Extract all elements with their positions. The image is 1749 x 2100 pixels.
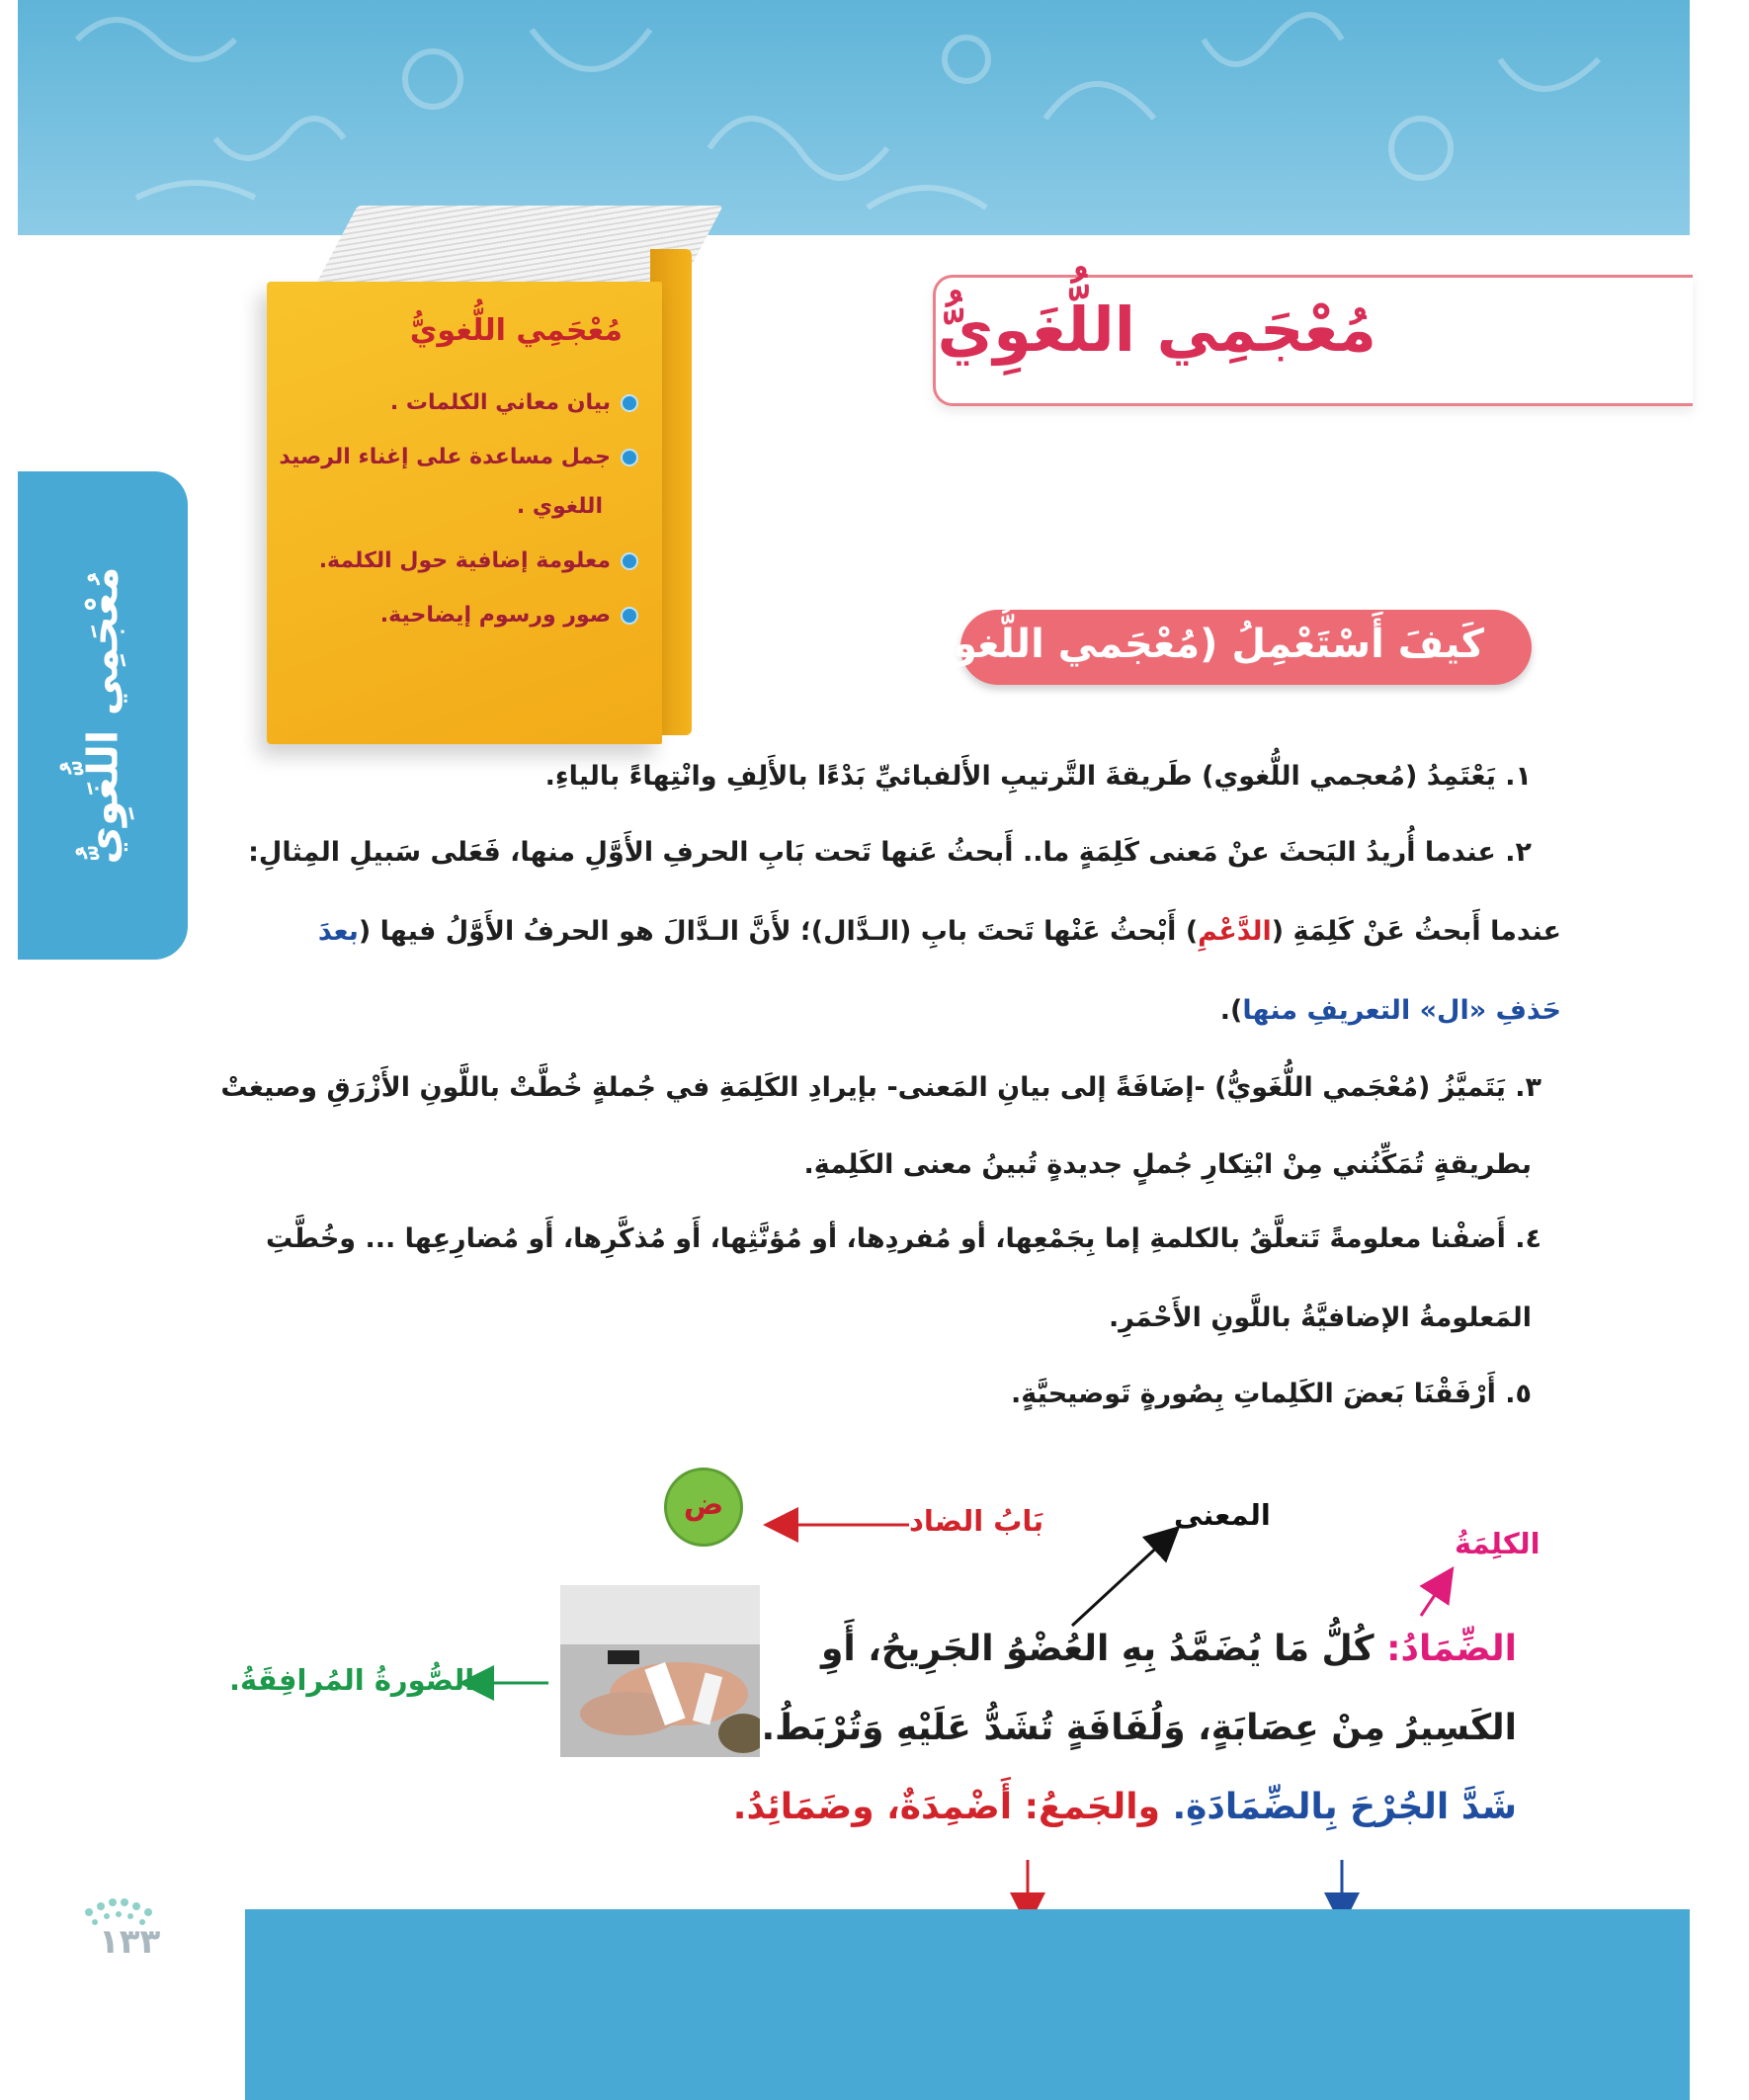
instruction-1: ١. يَعْتَمِدُ (مُعجمي اللُّغوي) طَريقةَ التَّرتيبِ الأَلفبائيِّ بَدْءًا بالأَلِفِ وانْتِهاءً بالياءِ. (544, 761, 1532, 792)
instruction-3: ٣. يَتَميَّزُ (مُعْجَمي اللُّغَويُّ) -إضَافَةً إلى بيانِ المَعنى- بإيرادِ الكَلِمَةِ في جُملةٍ خُطَّتْ باللَّونِ الأَزْرَقِ وصيغتْ (220, 1072, 1541, 1103)
meaning-label: المعنى (1174, 1498, 1271, 1532)
word-label: الكلِمَةُ (1455, 1527, 1541, 1560)
book-item: جمل مساعدة على إغناء الرصيد (279, 445, 638, 469)
bandage-photo-drawing (560, 1585, 760, 1757)
instruction-3-cont: بطريقةٍ تُمَكِّنُني مِنْ ابْتِكارِ جُملٍ جديدةٍ تُبينُ معنى الكَلِمةِ. (803, 1149, 1532, 1180)
dictionary-entry-line-1: الضِّمَادُ: كُلُّ مَا يُضَمَّدُ بِهِ العُضْوُ الجَرِيحُ، أَوِ (820, 1629, 1517, 1669)
book-title: مُعْجَمِي اللُّغويُّ (409, 313, 623, 348)
bottom-band (18, 1909, 1690, 2100)
page-title: مُعْجَمِي اللُّغَوِيُّ (937, 294, 1376, 366)
book-item: بيان معاني الكلمات . (390, 390, 638, 415)
letter-circle: ض (664, 1468, 743, 1547)
dictionary-entry-example: شَدَّ الجُرْحَ بِالضِّمَادَةِ. والجَمعُ: أَضْمِدَةٌ، وضَمَائِدُ. (732, 1787, 1517, 1827)
instruction-2: ٢. عندما أُريدُ البَحثَ عنْ مَعنى كَلِمَةٍ ما.. أَبحثُ عَنها تَحت بَابِ الحرفِ الأَوَّلِ منها، فَعَلى سَبيلِ المِثالِ: (248, 837, 1532, 868)
instruction-5: ٥. أَرْفَقْنَا بَعضَ الكَلِماتِ بِصُورةٍ تَوضيحيَّةٍ. (1011, 1379, 1532, 1409)
section-heading: كَيفَ أَسْتَعْمِلُ (مُعْجَمي اللُّغويَّ)؟ (874, 622, 1484, 667)
photo-label: الصُّورةُ المُرافِقَةُ. (229, 1663, 475, 1697)
side-tab-label: مُعْجَمِي اللُّغَوِيُّ (78, 566, 127, 865)
bab-label: بَابُ الضاد (909, 1504, 1044, 1538)
book-item: معلومة إضافية حول الكلمة. (319, 548, 638, 573)
book-item: اللغوي . (516, 494, 603, 519)
instruction-2-example: عندما أَبحثُ عَنْ كَلِمَةِ (الدَّعْمِ) أَبْحثُ عَنْها تَحتَ بابِ (الـدَّال)؛ لأَنَّ الـدَّالَ هو الحرفُ الأَوَّلُ فيها (بعدَ (317, 916, 1561, 947)
instruction-4-cont: المَعلومةُ الإضافيَّةُ باللَّونِ الأَحْمَرِ. (1108, 1302, 1532, 1333)
dictionary-entry-line-2: الكَسِيرُ مِنْ عِصَابَةٍ، وَلُفَافَةٍ تُشَدُّ عَلَيْهِ وَتُرْبَطُ. (761, 1708, 1517, 1748)
page-number: ١٣٣ (99, 1922, 161, 1962)
book-item: صور ورسوم إيضاحية. (380, 603, 638, 628)
arrow-to-word (1421, 1571, 1451, 1616)
bandage-photo (560, 1585, 760, 1757)
instruction-4: ٤. أَضفْنا معلومةً تَتعلَّقُ بالكلمةِ إما بِجَمْعِها، أو مُفردِها، أو مُؤنَّثِها، أَو مُذكَّرِها، أَو مُضارِعِها ... وخُطَّتِ (265, 1223, 1541, 1254)
instruction-2-example-end: حَذفِ «ال» التعريفِ منها). (1219, 995, 1561, 1026)
arrow-to-meaning (1072, 1530, 1176, 1626)
